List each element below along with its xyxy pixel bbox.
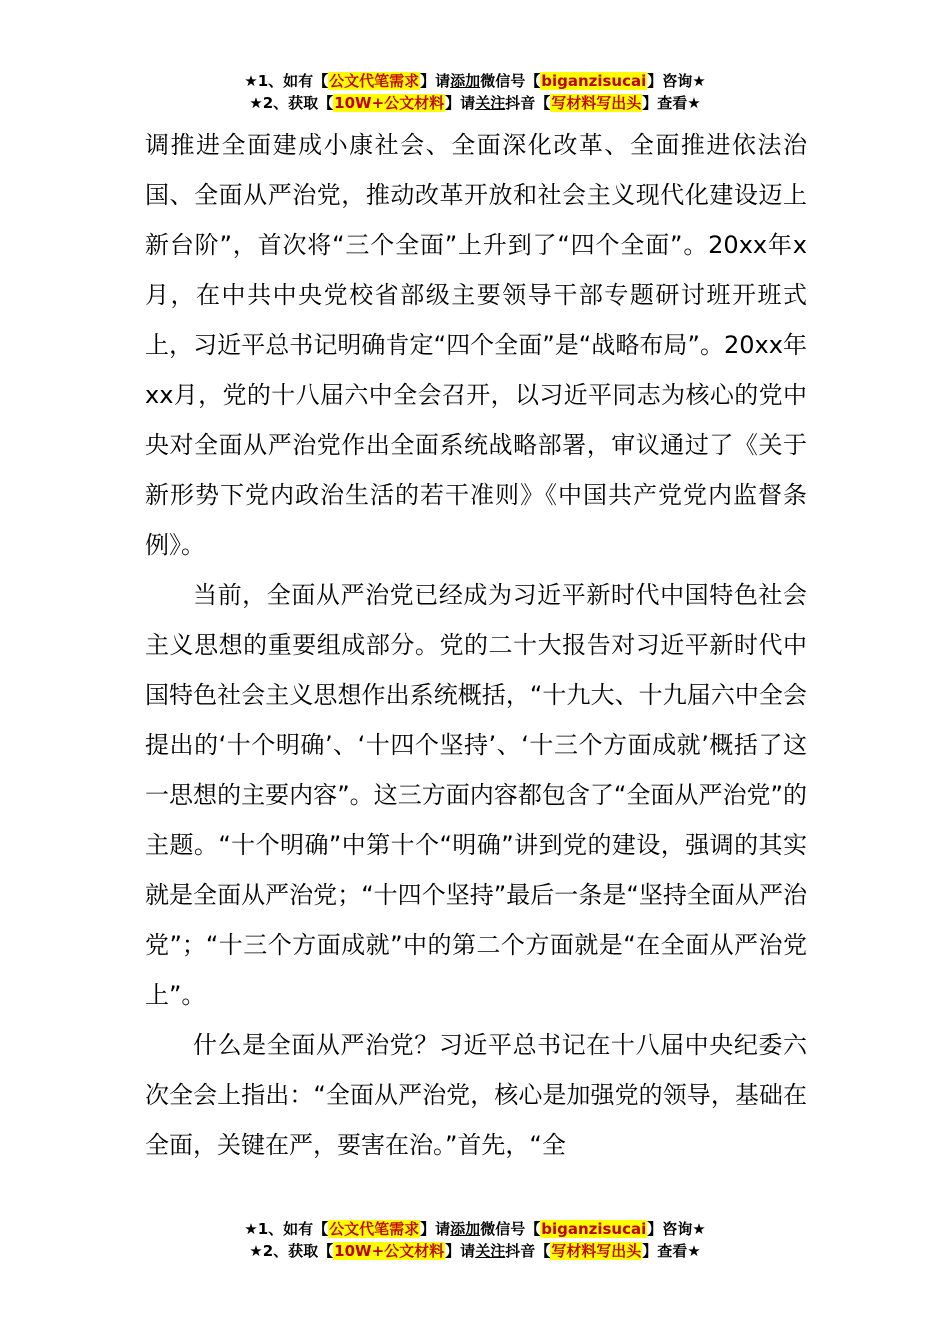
bottom-banner [0,1218,950,1262]
banner-text: 】请 [445,94,476,112]
star-icon: ★ [687,1242,701,1260]
banner-text: 】查看 [642,1242,688,1260]
highlight-service: 公文代笔需求 [329,1220,420,1238]
banner-text: 1、如有【 [257,1220,329,1238]
star-icon: ★ [249,94,263,112]
star-icon: ★ [244,72,258,90]
banner-line-1 [0,70,950,92]
paragraph-1: 调推进全面建成小康社会、全面深化改革、全面推进依法治国、全面从严治党，推动改革开放和社会主义现代化建设迈上新台阶”，首次将“三个全面”上升到了“四个全面”。20xx年x月，在中共中央党校省部级主要领导干部专题研讨班开班式上，习近平总书记明确肯定“四个全面”是“战略布局”。20xx年xx月，党的十八届六中全会召开，以习近平同志为核心的党中央对全面从严治党作出全面系统战略部署，审议通过了《关于新形势下党内政治生活的若干准则》《中国共产党党内监督条例》。 [145,131,807,559]
banner-text: 抖音【 [505,1242,551,1260]
highlight-douyin: 写材料写出头 [551,94,642,112]
star-icon: ★ [687,94,701,112]
banner-text: 1、如有【 [257,72,329,90]
banner-emphasis: 关注 [475,94,506,112]
banner-line-2 [0,92,950,114]
banner-text: 】咨询 [647,72,693,90]
highlight-materials: 10W+公文材料 [334,94,445,112]
banner-text: 】查看 [642,94,688,112]
banner-emphasis: 添加 [450,72,481,90]
highlight-douyin: 写材料写出头 [551,1242,642,1260]
banner-text: 微信号【 [480,1220,541,1238]
banner-line-2 [0,1240,950,1262]
banner-text: 2、获取【 [262,1242,334,1260]
banner-text: 2、获取【 [262,94,334,112]
paragraph-3: 什么是全面从严治党？习近平总书记在十八届中央纪委六次全会上指出：“全面从严治党，核心是加强党的领导，基础在全面，关键在严，要害在治。”首先，“全 [145,1031,807,1159]
highlight-service: 公文代笔需求 [329,72,420,90]
banner-text: 】请 [420,1220,451,1238]
star-icon: ★ [249,1242,263,1260]
star-icon: ★ [692,72,706,90]
banner-text: 】咨询 [647,1220,693,1238]
top-banner [0,70,950,114]
banner-text: 】请 [420,72,451,90]
star-icon: ★ [244,1220,258,1238]
banner-text: 抖音【 [505,94,551,112]
banner-emphasis: 添加 [450,1220,481,1238]
banner-emphasis: 关注 [475,1242,506,1260]
highlight-wechat-id: biganzisucai [541,1220,647,1238]
banner-text: 】请 [445,1242,476,1260]
highlight-materials: 10W+公文材料 [334,1242,445,1260]
banner-text: 微信号【 [480,72,541,90]
highlight-wechat-id: biganzisucai [541,72,647,90]
star-icon: ★ [692,1220,706,1238]
document-body [145,120,807,1170]
banner-line-1 [0,1218,950,1240]
paragraph-2: 当前，全面从严治党已经成为习近平新时代中国特色社会主义思想的重要组成部分。党的二十大报告对习近平新时代中国特色社会主义思想作出系统概括，“十九大、十九届六中全会提出的‘十个明确’、‘十四个坚持’、‘十三个方面成就’概括了这一思想的主要内容”。这三方面内容都包含了“全面从严治党”的主题。“十个明确”中第十个“明确”讲到党的建设，强调的其实就是全面从严治党；“十四个坚持”最后一条是“坚持全面从严治党”；“十三个方面成就”中的第二个方面就是“在全面从严治党上”。 [145,581,807,1009]
